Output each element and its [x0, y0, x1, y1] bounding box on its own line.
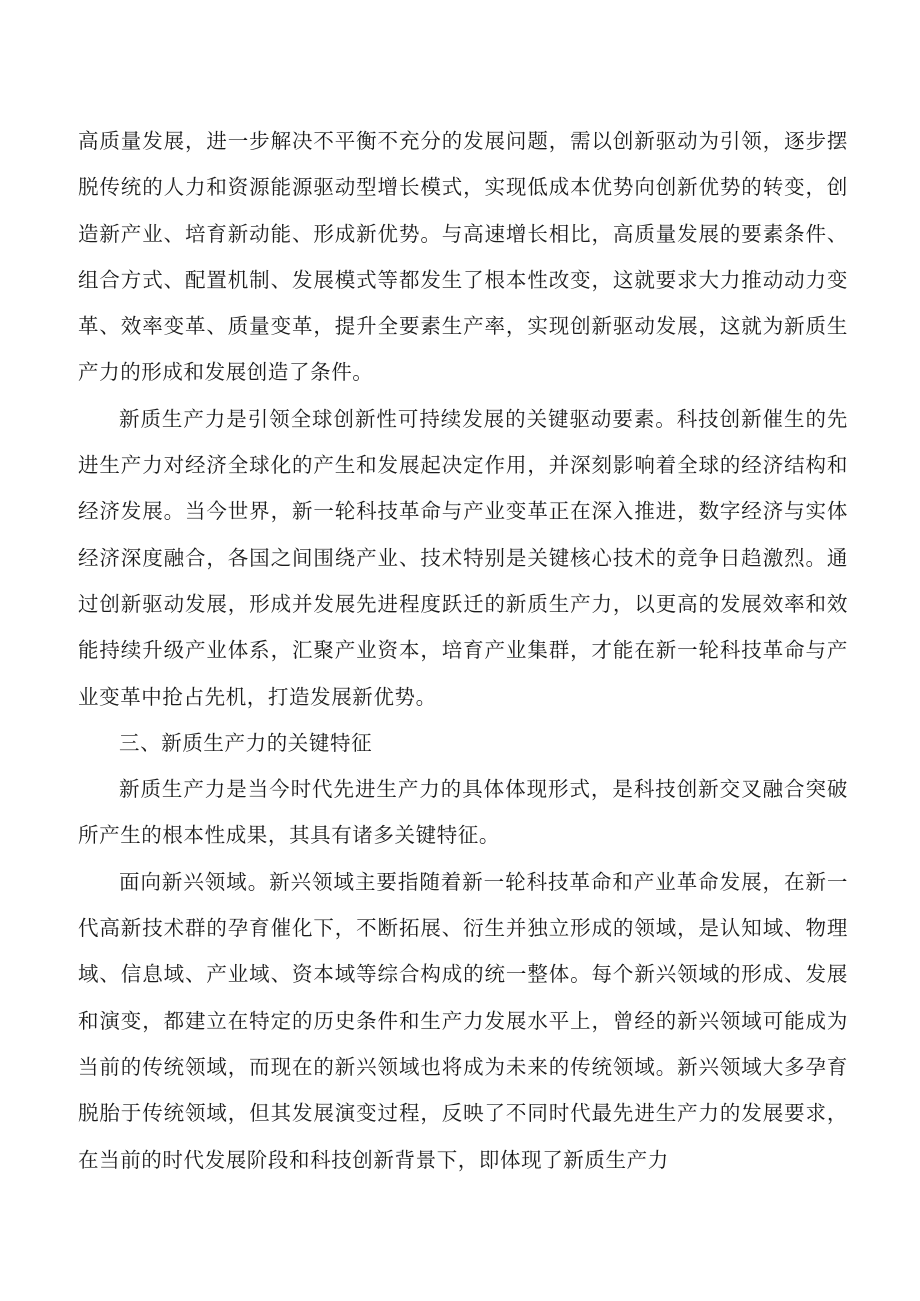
- paragraph-4: 面向新兴领域。新兴领域主要指随着新一轮科技革命和产业革命发展，在新一代高新技术群的孕育催化下，不断拓展、衍生并独立形成的领域，是认知域、物理域、信息域、产业域、资本域等综合构成的统一整体。每个新兴领域的形成、发展和演变，都建立在特定的历史条件和生产力发展水平上，曾经的新兴领域可能成为当前的传统领域，而现在的新兴领域也将成为未来的传统领域。新兴领域大多孕育脱胎于传统领域，但其发展演变过程，反映了不同时代最先进生产力的发展要求，在当前的时代发展阶段和科技创新背景下，即体现了新质生产力: [78, 869, 848, 1172]
- paragraph-3: 新质生产力是当今时代先进生产力的具体体现形式，是科技创新交叉融合突破所产生的根本性成果，其具有诸多关键特征。: [78, 777, 848, 848]
- section-heading: 三、新质生产力的关键特征: [119, 730, 373, 755]
- paragraph-2: 新质生产力是引领全球创新性可持续发展的关键驱动要素。科技创新催生的先进生产力对经济全球化的产生和发展起决定作用，并深刻影响着全球的经济结构和经济发展。当今世界，新一轮科技革命与产业变革正在深入推进，数字经济与实体经济深度融合，各国之间围绕产业、技术特别是关键核心技术的竞争日趋激烈。通过创新驱动发展，形成并发展先进程度跃迁的新质生产力，以更高的发展效率和效能持续升级产业体系，汇聚产业资本，培育产业集群，才能在新一轮科技革命与产业变革中抢占先机，打造发展新优势。: [78, 406, 848, 709]
- document-body: [78, 118, 848, 1183]
- paragraph-1: 高质量发展，进一步解决不平衡不充分的发展问题，需以创新驱动为引领，逐步摆脱传统的人力和资源能源驱动型增长模式，实现低成本优势向创新优势的转变，创造新产业、培育新动能、形成新优势。与高速增长相比，高质量发展的要素条件、组合方式、配置机制、发展模式等都发生了根本性改变，这就要求大力推动动力变革、效率变革、质量变革，提升全要素生产率，实现创新驱动发展，这就为新质生产力的形成和发展创造了条件。: [78, 129, 848, 385]
